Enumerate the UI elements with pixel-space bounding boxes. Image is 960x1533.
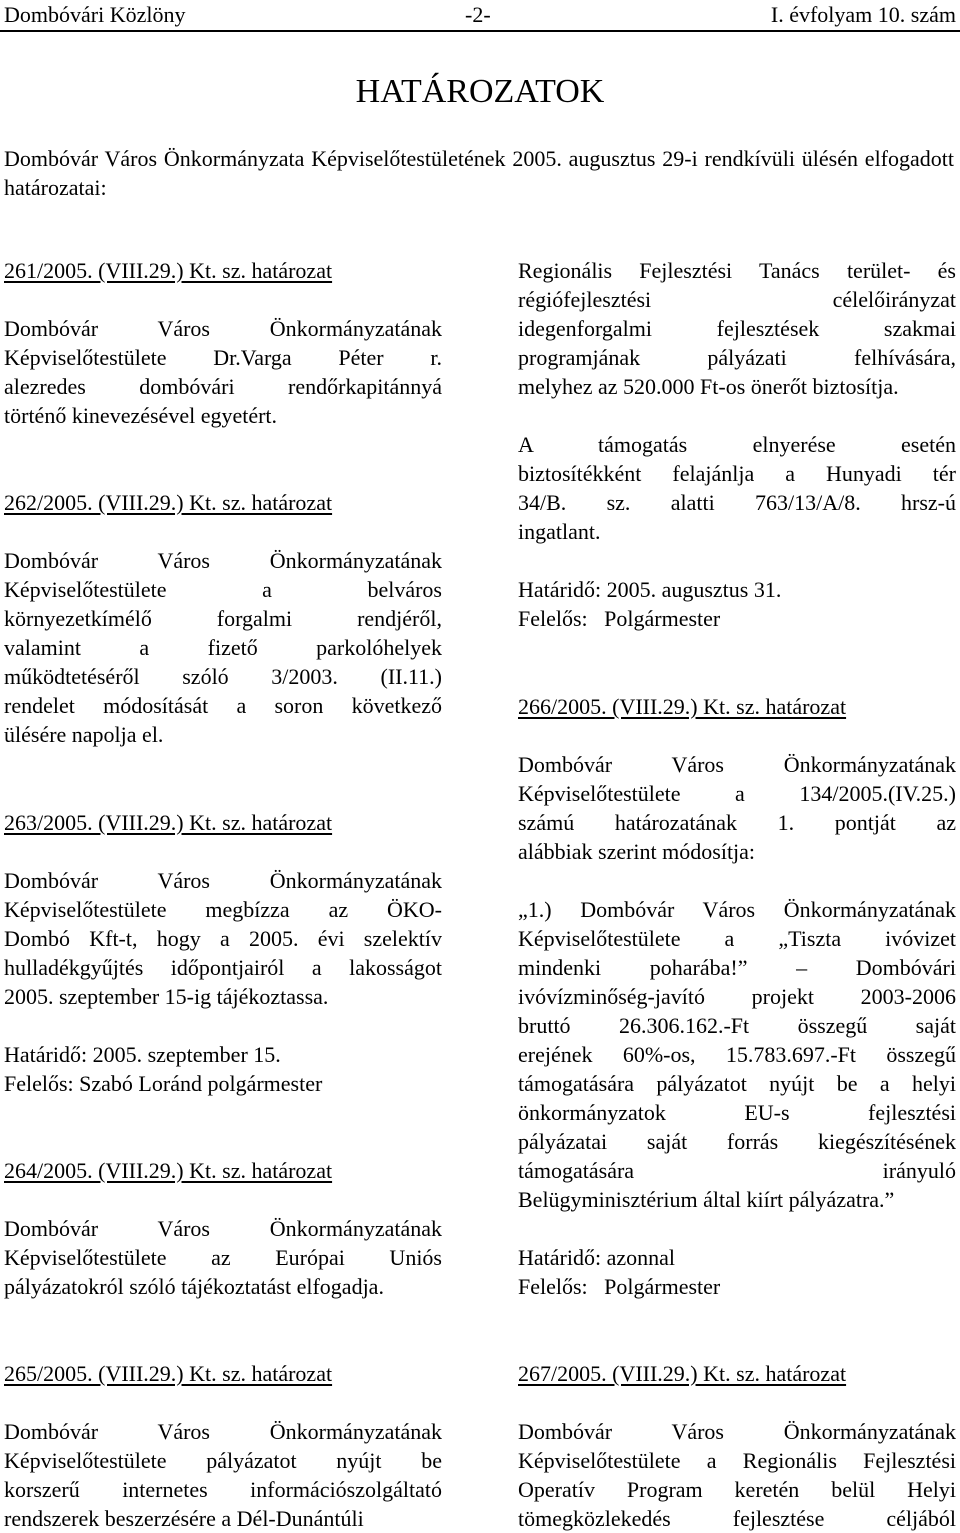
deadline-label: Határidő:	[518, 577, 602, 602]
body-line: biztosítékként felajánlja a Hunyadi tér	[518, 461, 956, 486]
responsible-line	[518, 1272, 956, 1301]
resolution-261	[4, 256, 442, 430]
resolution-262	[4, 488, 442, 749]
deadline-line	[518, 575, 956, 604]
resolution-266	[518, 692, 956, 1301]
resolution-heading: 266/2005. (VIII.29.) Kt. sz. határozat	[518, 694, 847, 719]
body-line: programjának pályázati felhívására,	[518, 345, 956, 370]
body-line: Dombóvár Város Önkormányzatának	[518, 752, 956, 777]
deadline-value: 2005. augusztus 31.	[606, 577, 782, 602]
body-line: valamint a fizető parkolóhelyek	[4, 635, 442, 660]
page-number: -2-	[465, 2, 491, 27]
intro-paragraph: Dombóvár Város Önkormányzata Képviselőtestületének 2005. augusztus 29-i rendkívüli ülésén elfogadott határozatai:	[4, 146, 954, 200]
body-line: Dombóvár Város Önkormányzatának	[4, 868, 442, 893]
body-line: számú határozatának 1. pontját az	[518, 810, 956, 835]
body-line: környezetkímélő forgalmi rendjéről,	[4, 606, 442, 631]
body-line: Képviselőtestülete az Európai Uniós	[4, 1245, 442, 1270]
responsible-value: Polgármester	[604, 606, 721, 631]
body-line: támogatására pályázatot nyújt be a helyi	[518, 1071, 956, 1096]
body-line: Képviselőtestülete a belváros	[4, 577, 442, 602]
resolution-heading: 264/2005. (VIII.29.) Kt. sz. határozat	[4, 1158, 333, 1183]
body-line: pályázatai saját forrás kiegészítésének	[518, 1129, 956, 1154]
deadline-value: azonnal	[606, 1245, 675, 1270]
deadline-label: Határidő:	[518, 1245, 602, 1270]
body-line: hulladékgyűjtés időpontjairól a lakosságot	[4, 955, 442, 980]
body-line: ingatlant.	[518, 519, 601, 544]
body-line: mindenki poharába!” – Dombóvári	[518, 955, 956, 980]
deadline-label: Határidő:	[4, 1042, 88, 1067]
body-line: ülésére napolja el.	[4, 722, 164, 747]
body-line: rendelet módosítását a soron következő	[4, 693, 442, 718]
resolution-heading: 267/2005. (VIII.29.) Kt. sz. határozat	[518, 1361, 847, 1386]
responsible-label: Felelős:	[518, 1274, 588, 1299]
body-line: tömegközlekedés fejlesztése céljából	[518, 1506, 956, 1531]
deadline-line	[518, 1243, 956, 1272]
body-line: korszerű internetes információszolgáltató	[4, 1477, 442, 1502]
body-line: Dombóvár Város Önkormányzatának	[4, 1419, 442, 1444]
resolution-heading: 262/2005. (VIII.29.) Kt. sz. határozat	[4, 490, 333, 515]
body-line: Dombó Kft-t, hogy a 2005. évi szelektív	[4, 926, 442, 951]
body-line: pályázatokról szóló tájékoztatást elfogadja.	[4, 1274, 384, 1299]
resolution-264	[4, 1156, 442, 1301]
body-line: 34/B. sz. alatti 763/13/A/8. hrsz-ú	[518, 490, 956, 515]
resolution-heading: 263/2005. (VIII.29.) Kt. sz. határozat	[4, 810, 333, 835]
body-line: erejének 60%-os, 15.783.697.-Ft összegű	[518, 1042, 956, 1067]
issue-number: I. évfolyam 10. szám	[770, 2, 956, 27]
body-line: Képviselőtestülete megbízza az ÖKO-	[4, 897, 442, 922]
body-line: 2005. szeptember 15-ig tájékoztassa.	[4, 984, 329, 1009]
responsible-line	[518, 604, 956, 633]
page-title: HATÁROZATOK	[355, 73, 605, 110]
body-line: működtetéséről szóló 3/2003. (II.11.)	[4, 664, 442, 689]
body-line: Belügyminisztérium által kiírt pályázatra.”	[518, 1187, 895, 1212]
body-line: idegenforgalmi fejlesztések szakmai	[518, 316, 956, 341]
body-line: Dombóvár Város Önkormányzatának	[518, 1419, 956, 1444]
body-line: melyhez az 520.000 Ft-os önerőt biztosítja.	[518, 374, 899, 399]
body-line: Dombóvár Város Önkormányzatának	[4, 548, 442, 573]
body-line: régiófejlesztési célelőirányzat	[518, 287, 956, 312]
body-line: Regionális Fejlesztési Tanács terület- és	[518, 258, 956, 283]
resolution-heading: 265/2005. (VIII.29.) Kt. sz. határozat	[4, 1361, 333, 1386]
body-line: Képviselőtestülete pályázatot nyújt be	[4, 1448, 442, 1473]
resolution-265	[4, 1359, 442, 1533]
responsible-label: Felelős:	[518, 606, 588, 631]
publication-name: Dombóvári Közlöny	[4, 2, 186, 27]
page-header	[0, 0, 960, 32]
body-line: támogatására irányuló	[518, 1158, 956, 1183]
body-line: ivóvízminőség-javító projekt 2003-2006	[518, 984, 956, 1009]
body-line: Dombóvár Város Önkormányzatának	[4, 1216, 442, 1241]
responsible-label: Felelős:	[4, 1071, 74, 1096]
body-line: önkormányzatok EU-s fejlesztési	[518, 1100, 956, 1125]
body-line: A támogatás elnyerése esetén	[518, 432, 956, 457]
body-line: történő kinevezésével egyetért.	[4, 403, 278, 428]
body-line: „1.) Dombóvár Város Önkormányzatának	[518, 897, 956, 922]
resolution-264-continued	[518, 256, 956, 633]
resolution-heading: 261/2005. (VIII.29.) Kt. sz. határozat	[4, 258, 333, 283]
body-line: Képviselőtestülete a Regionális Fejlesztési	[518, 1448, 956, 1473]
body-line: bruttó 26.306.162.-Ft összegű saját	[518, 1013, 956, 1038]
responsible-value: Szabó Loránd polgármester	[79, 1071, 323, 1096]
deadline-value: 2005. szeptember 15.	[92, 1042, 281, 1067]
body-line: alezredes dombóvári rendőrkapitánnyá	[4, 374, 442, 399]
body-line: Képviselőtestülete a „Tiszta ivóvizet	[518, 926, 956, 951]
body-line: Operatív Program keretén belül Helyi	[518, 1477, 956, 1502]
resolution-263	[4, 808, 442, 1098]
deadline-line	[4, 1040, 442, 1069]
body-line: Képviselőtestülete Dr.Varga Péter r.	[4, 345, 442, 370]
responsible-value: Polgármester	[604, 1274, 721, 1299]
body-line: rendszerek beszerzésére a Dél-Dunántúli	[4, 1506, 364, 1531]
resolution-267	[518, 1359, 956, 1533]
responsible-line	[4, 1069, 442, 1098]
body-line: Képviselőtestülete a 134/2005.(IV.25.)	[518, 781, 956, 806]
body-line: alábbiak szerint módosítja:	[518, 839, 756, 864]
body-line: Dombóvár Város Önkormányzatának	[4, 316, 442, 341]
